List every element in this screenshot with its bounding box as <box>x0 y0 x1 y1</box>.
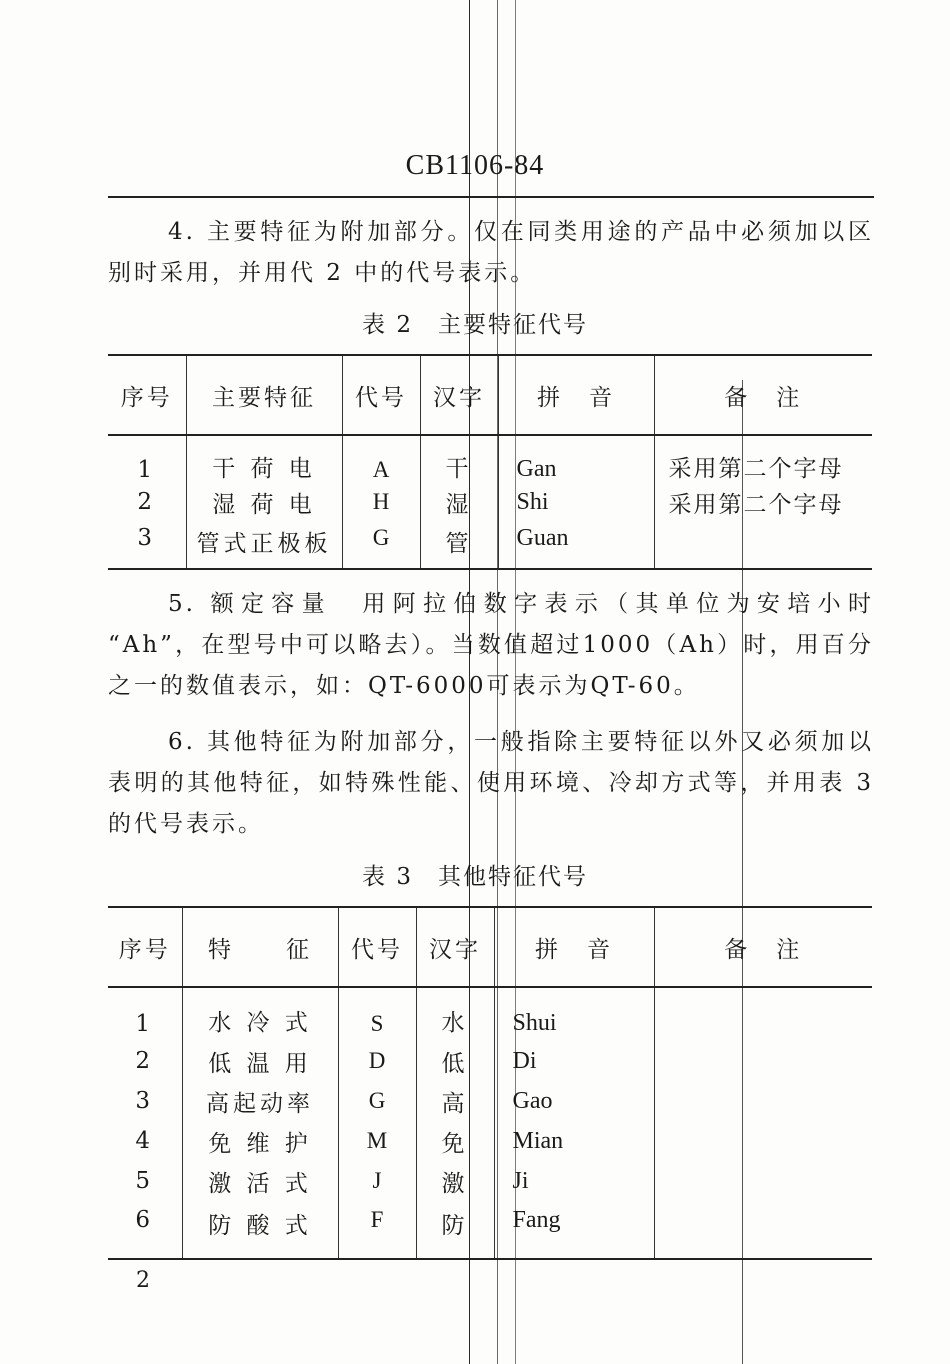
cell-remark <box>654 1161 872 1201</box>
cell-remark <box>654 1041 872 1081</box>
cell-feature: 免 维 护 <box>182 1121 338 1161</box>
cell-remark <box>654 521 872 569</box>
cell-remark <box>654 1081 872 1121</box>
paragraph-4: 4. 主要特征为附加部分。仅在同类用途的产品中必须加以区别时采用，并用代 2 中的代号表示。 <box>108 219 874 286</box>
header-cell: 主要特征 <box>186 355 342 435</box>
table-row <box>108 483 872 521</box>
cell-hanzi: 干 <box>420 435 498 483</box>
cell-pinyin: Fang <box>494 1201 654 1259</box>
cell-hanzi: 免 <box>416 1121 494 1161</box>
cell-pinyin: Shui <box>494 987 654 1041</box>
cell-hanzi: 激 <box>416 1161 494 1201</box>
cell-feature: 激 活 式 <box>182 1161 338 1201</box>
cell-remark <box>654 1121 872 1161</box>
cell-hanzi: 低 <box>416 1041 494 1081</box>
cell-index: 1 <box>137 457 157 483</box>
cell-code: H <box>342 483 420 521</box>
header-cell: 拼 音 <box>498 355 654 435</box>
cell-index: 6 <box>108 1201 182 1259</box>
cell-feature: 低 温 用 <box>182 1041 338 1081</box>
table-2 <box>108 354 872 570</box>
table-header-row <box>108 355 872 435</box>
cell-pinyin: Di <box>494 1041 654 1081</box>
header-cell: 汉字 <box>416 907 494 987</box>
cell-code: S <box>338 987 416 1041</box>
header-cell: 备 注 <box>654 907 872 987</box>
cell-pinyin: Mian <box>494 1121 654 1161</box>
cell-feature: 水 冷 式 <box>182 987 338 1041</box>
cell-index: 3 <box>108 521 186 569</box>
cell-pinyin: Guan <box>498 521 654 569</box>
cell-hanzi: 高 <box>416 1081 494 1121</box>
table-header-row <box>108 907 872 987</box>
cell-pinyin: Shi <box>498 483 654 521</box>
table-row <box>108 987 872 1041</box>
cell-index: 2 <box>135 1048 155 1074</box>
table-row <box>108 435 872 483</box>
cell-pinyin: Gan <box>498 435 654 483</box>
cell-code: F <box>338 1201 416 1259</box>
cell-feature: 高起动率 <box>182 1081 338 1121</box>
header-cell: 代号 <box>338 907 416 987</box>
cell-remark <box>654 1201 872 1259</box>
cell-feature: 防 酸 式 <box>182 1201 338 1259</box>
cell-hanzi: 湿 <box>420 483 498 521</box>
cell-code: J <box>338 1161 416 1201</box>
cell-index: 4 <box>135 1128 155 1154</box>
table-row <box>108 1161 872 1201</box>
cell-code: G <box>342 521 420 569</box>
cell-pinyin: Gao <box>494 1081 654 1121</box>
cell-code: A <box>342 435 420 483</box>
cell-feature: 湿 荷 电 <box>186 483 342 521</box>
header-cell: 汉字 <box>420 355 498 435</box>
header-rule <box>108 196 874 198</box>
table-2-caption: 表 2 主要特征代号 <box>362 312 588 338</box>
header-cell: 拼 音 <box>494 907 654 987</box>
cell-hanzi: 防 <box>416 1201 494 1259</box>
table-3-caption: 表 3 其他特征代号 <box>362 864 588 890</box>
cell-index: 5 <box>135 1168 155 1194</box>
table-3 <box>108 906 872 1260</box>
cell-index: 3 <box>135 1088 155 1114</box>
header-cell: 序号 <box>108 907 182 987</box>
header-cell: 序号 <box>108 355 186 435</box>
cell-code: M <box>338 1121 416 1161</box>
paragraph-6: 6. 其他特征为附加部分，一般指除主要特征以外又必须加以表明的其他特征，如特殊性能、使用环境、冷却方式等，并用表 3 的代号表示。 <box>108 729 874 837</box>
cell-feature: 干 荷 电 <box>186 435 342 483</box>
header-cell: 备 注 <box>654 355 872 435</box>
cell-code: D <box>338 1041 416 1081</box>
cell-feature: 管式正极板 <box>186 521 342 569</box>
table-row <box>108 521 872 569</box>
cell-remark: 采用第二个字母 <box>654 435 872 483</box>
header-cell: 特 征 <box>182 907 338 987</box>
page-number: 2 <box>136 1268 150 1293</box>
table-row <box>108 1201 872 1259</box>
document-code: CB1106-84 <box>405 150 545 181</box>
table-row <box>108 1041 872 1081</box>
cell-remark: 采用第二个字母 <box>654 483 872 521</box>
cell-index: 1 <box>135 1011 155 1037</box>
cell-hanzi: 水 <box>416 987 494 1041</box>
cell-hanzi: 管 <box>420 521 498 569</box>
cell-code: G <box>338 1081 416 1121</box>
cell-remark <box>654 987 872 1041</box>
header-cell: 代号 <box>342 355 420 435</box>
cell-index: 2 <box>137 489 157 515</box>
cell-pinyin: Ji <box>494 1161 654 1201</box>
table-row <box>108 1121 872 1161</box>
paragraph-5: 5. 额定容量 用阿拉伯数字表示（其单位为安培小时 “Ah”，在型号中可以略去）。当数值超过1000（Ah）时，用百分之一的数值表示，如：QT-6000可表示为QT-60。 <box>108 591 874 699</box>
table-row <box>108 1081 872 1121</box>
